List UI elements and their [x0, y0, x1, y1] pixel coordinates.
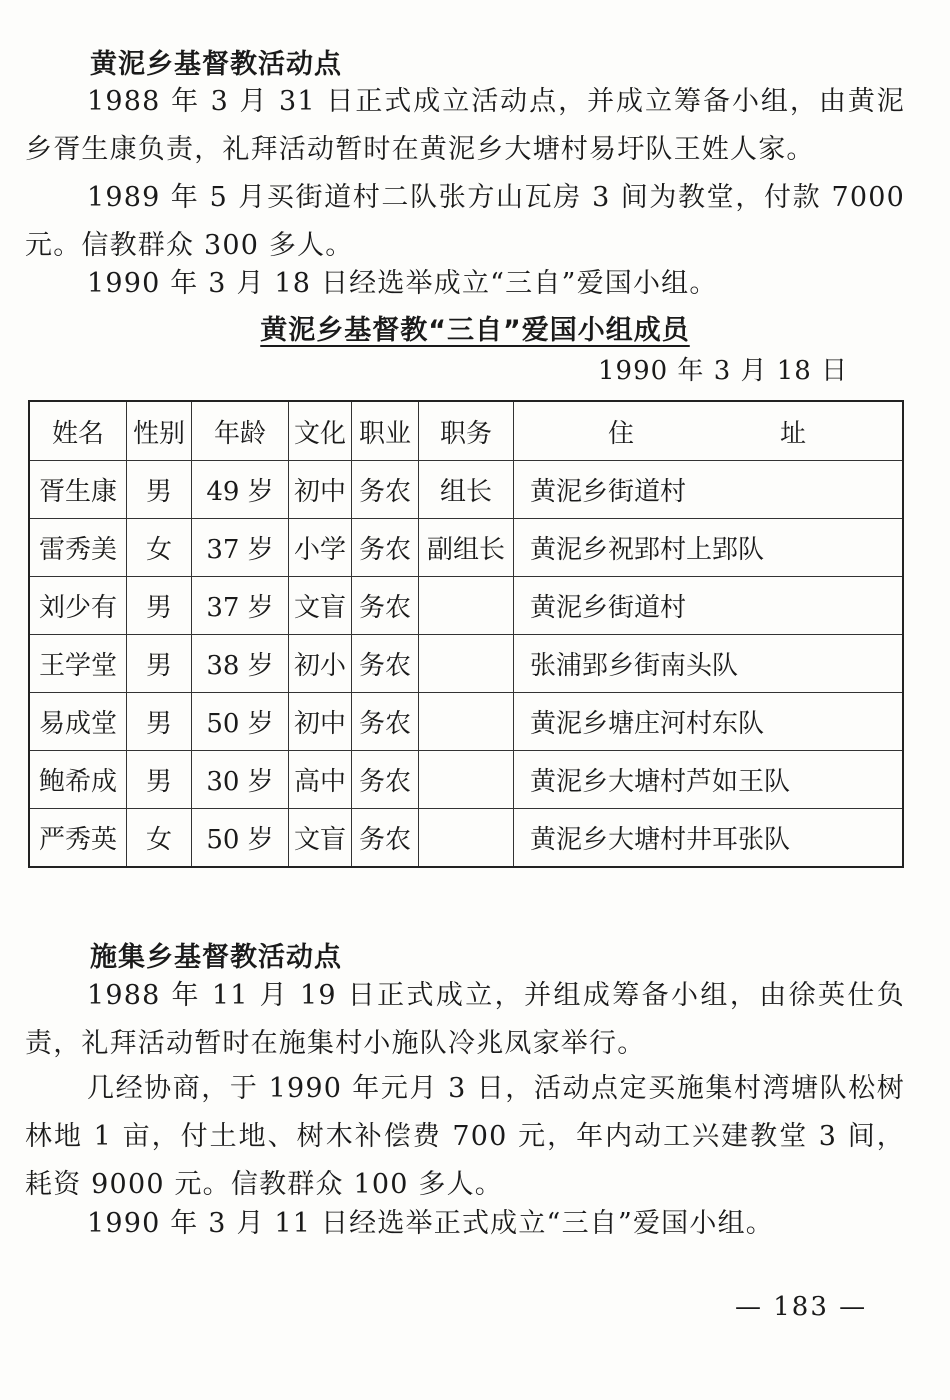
cell-address: 张浦郢乡街南头队 [514, 635, 904, 693]
cell-age: 49 岁 [192, 461, 289, 519]
section2-paragraph: 几经协商，于 1990 年元月 3 日，活动点定买施集村湾塘队松树林地 1 亩，付土地、树木补偿费 700 元，年内动工兴建教堂 3 间，耗资 9000 元。信教群众 100 多人。 [25, 1073, 905, 1200]
table-row [29, 693, 903, 751]
cell-education: 小学 [289, 519, 352, 577]
cell-occupation: 务农 [352, 577, 419, 635]
header-name: 姓名 [29, 401, 127, 461]
table-date: 1990 年 3 月 18 日 [598, 356, 849, 386]
table-title-text: 黄泥乡基督教“三自”爱国小组成员 [260, 315, 690, 346]
table-row [29, 461, 903, 519]
table-row [29, 809, 903, 868]
cell-name: 雷秀美 [29, 519, 127, 577]
cell-sex: 男 [127, 635, 192, 693]
cell-education: 初中 [289, 461, 352, 519]
cell-address: 黄泥乡祝郢村上郢队 [514, 519, 904, 577]
table-row [29, 577, 903, 635]
cell-age: 50 岁 [192, 693, 289, 751]
cell-education: 高中 [289, 751, 352, 809]
cell-age: 38 岁 [192, 635, 289, 693]
section2-heading: 施集乡基督教活动点 [90, 942, 342, 973]
header-occupation: 职业 [352, 401, 419, 461]
cell-position: 副组长 [419, 519, 514, 577]
section1-paragraph: 1989 年 5 月买街道村二队张方山瓦房 3 间为教堂，付款 7000 元。信教群众 300 多人。 [25, 182, 905, 261]
header-sex: 性别 [127, 401, 192, 461]
cell-education: 文盲 [289, 809, 352, 868]
header-position: 职务 [419, 401, 514, 461]
cell-position [419, 693, 514, 751]
cell-education: 初小 [289, 635, 352, 693]
cell-sex: 男 [127, 693, 192, 751]
cell-address: 黄泥乡塘庄河村东队 [514, 693, 904, 751]
cell-age: 37 岁 [192, 519, 289, 577]
cell-occupation: 务农 [352, 751, 419, 809]
cell-address: 黄泥乡街道村 [514, 461, 904, 519]
cell-sex: 男 [127, 461, 192, 519]
members-table [28, 400, 904, 868]
section2-paragraph: 1988 年 11 月 19 日正式成立，并组成筹备小组，由徐英仕负责，礼拜活动暂时在施集村小施队冷兆凤家举行。 [25, 980, 905, 1059]
cell-occupation: 务农 [352, 693, 419, 751]
table-row [29, 519, 903, 577]
cell-age: 50 岁 [192, 809, 289, 868]
table-row [29, 635, 903, 693]
cell-position [419, 577, 514, 635]
cell-name: 鲍希成 [29, 751, 127, 809]
cell-sex: 女 [127, 809, 192, 868]
cell-position: 组长 [419, 461, 514, 519]
cell-sex: 男 [127, 577, 192, 635]
cell-name: 易成堂 [29, 693, 127, 751]
table-row [29, 751, 903, 809]
cell-education: 初中 [289, 693, 352, 751]
cell-sex: 男 [127, 751, 192, 809]
section1-heading: 黄泥乡基督教活动点 [90, 49, 342, 80]
cell-age: 37 岁 [192, 577, 289, 635]
table-title [0, 308, 950, 347]
cell-name: 胥生康 [29, 461, 127, 519]
table-header-row [29, 401, 903, 461]
header-address: 住 址 [514, 401, 904, 461]
cell-name: 刘少有 [29, 577, 127, 635]
section2-paragraph: 1990 年 3 月 11 日经选举正式成立“三自”爱国小组。 [87, 1208, 774, 1239]
page-number: — 183 — [735, 1292, 868, 1322]
cell-address: 黄泥乡街道村 [514, 577, 904, 635]
cell-position [419, 635, 514, 693]
cell-name: 王学堂 [29, 635, 127, 693]
section1-paragraph: 1990 年 3 月 18 日经选举成立“三自”爱国小组。 [87, 268, 718, 299]
cell-position [419, 751, 514, 809]
cell-name: 严秀英 [29, 809, 127, 868]
cell-occupation: 务农 [352, 809, 419, 868]
cell-address: 黄泥乡大塘村芦如王队 [514, 751, 904, 809]
cell-address: 黄泥乡大塘村井耳张队 [514, 809, 904, 868]
cell-education: 文盲 [289, 577, 352, 635]
cell-occupation: 务农 [352, 635, 419, 693]
cell-position [419, 809, 514, 868]
header-education: 文化 [289, 401, 352, 461]
cell-sex: 女 [127, 519, 192, 577]
cell-age: 30 岁 [192, 751, 289, 809]
cell-occupation: 务农 [352, 519, 419, 577]
header-age: 年龄 [192, 401, 289, 461]
cell-occupation: 务农 [352, 461, 419, 519]
section1-paragraph: 1988 年 3 月 31 日正式成立活动点，并成立筹备小组，由黄泥乡胥生康负责，礼拜活动暂时在黄泥乡大塘村易圩队王姓人家。 [25, 86, 905, 165]
